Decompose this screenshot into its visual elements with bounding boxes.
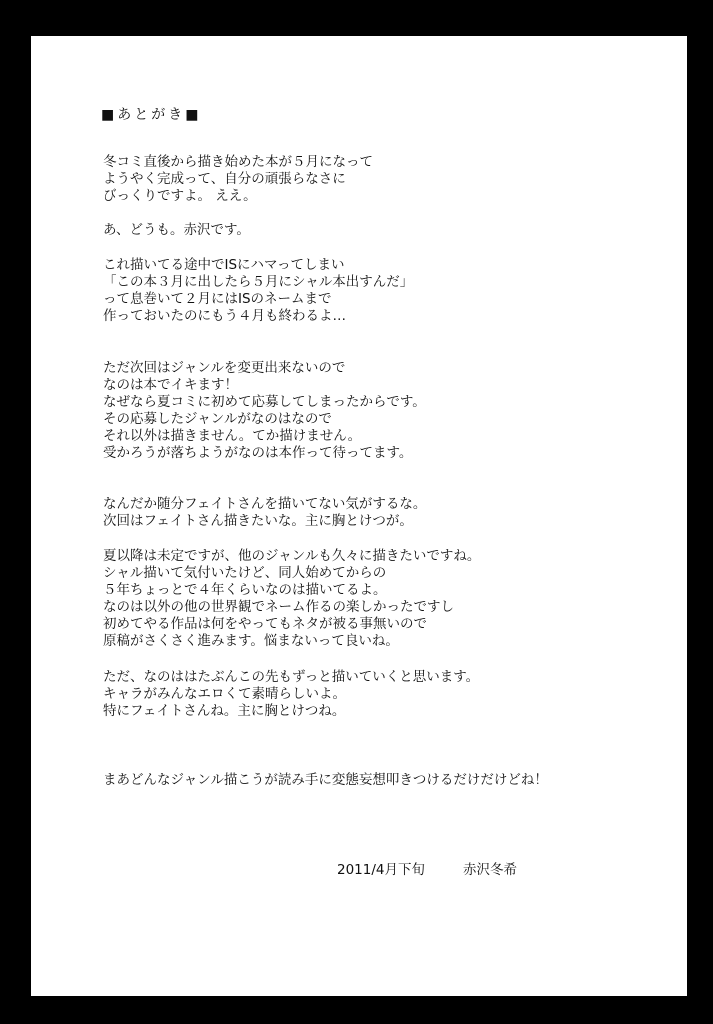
text-line: びっくりですよ。 ええ。 — [103, 188, 257, 204]
text-line: ただ次回はジャンルを変更出来ないので — [103, 360, 346, 376]
paragraph-8 — [103, 772, 683, 789]
text-line: ただ、なのははたぶんこの先もずっと描いていくと思います。 — [103, 669, 480, 685]
text-line: なぜなら夏コミに初めて応募してしまったからです。 — [103, 394, 426, 410]
text-line: まあどんなジャンル描こうが読み手に変態妄想叩きつけるだけだけどね！ — [103, 772, 548, 788]
date-line: 2011/4月下旬 — [337, 862, 425, 878]
text-line: なのは本でイキます！ — [103, 377, 238, 393]
text-line: 受かろうが落ちようがなのは本作って待ってます。 — [103, 445, 413, 461]
text-line: 夏以降は未定ですが、他のジャンルも久々に描きたいですね。 — [103, 548, 481, 564]
text-line: シャル描いて気付いたけど、同人始めてからの — [103, 565, 387, 581]
paragraph-5 — [103, 496, 683, 530]
text-line: なのは以外の他の世界観でネーム作るの楽しかったですし — [103, 599, 454, 615]
text-line: ようやく完成って、自分の頑張らなさに — [103, 171, 346, 187]
afterword-heading: ■あとがき■ — [101, 107, 202, 123]
paragraph-7 — [103, 669, 683, 720]
text-line: 原稿がさくさく進みます。悩まないって良いね。 — [103, 633, 399, 649]
text-line: 初めてやる作品は何をやってもネタが被る事無いので — [103, 616, 427, 632]
text-line: あ、どうも。赤沢です。 — [103, 222, 250, 238]
author-name: 赤沢冬希 — [463, 862, 517, 878]
paragraph-2 — [103, 222, 683, 239]
paragraph-6 — [103, 548, 683, 650]
text-line: それ以外は描きません。てか描けません。 — [103, 428, 362, 444]
text-line: 次回はフェイトさん描きたいな。主に胸とけつが。 — [103, 513, 413, 529]
afterword-page — [31, 36, 687, 996]
text-line: って息巻いて２月にはISのネームまで — [103, 291, 332, 307]
text-line: 特にフェイトさんね。主に胸とけつね。 — [103, 703, 346, 719]
text-line: これ描いてる途中でISにハマってしまい — [103, 257, 345, 273]
paragraph-3 — [103, 257, 683, 325]
paragraph-1 — [103, 154, 683, 205]
text-line: なんだか随分フェイトさんを描いてない気がするな。 — [103, 496, 427, 512]
text-line: キャラがみんなエロくて素晴らしいよ。 — [103, 686, 346, 702]
paragraph-4 — [103, 360, 683, 462]
text-line: ５年ちょっとで４年くらいなのは描いてるよ。 — [103, 582, 387, 598]
text-line: その応募したジャンルがなのはなので — [103, 411, 332, 427]
text-line: 「この本３月に出したら５月にシャル本出すんだ」 — [103, 274, 414, 290]
text-line: 作っておいたのにもう４月も終わるよ… — [103, 308, 346, 324]
text-line: 冬コミ直後から描き始めた本が５月になって — [103, 154, 373, 170]
